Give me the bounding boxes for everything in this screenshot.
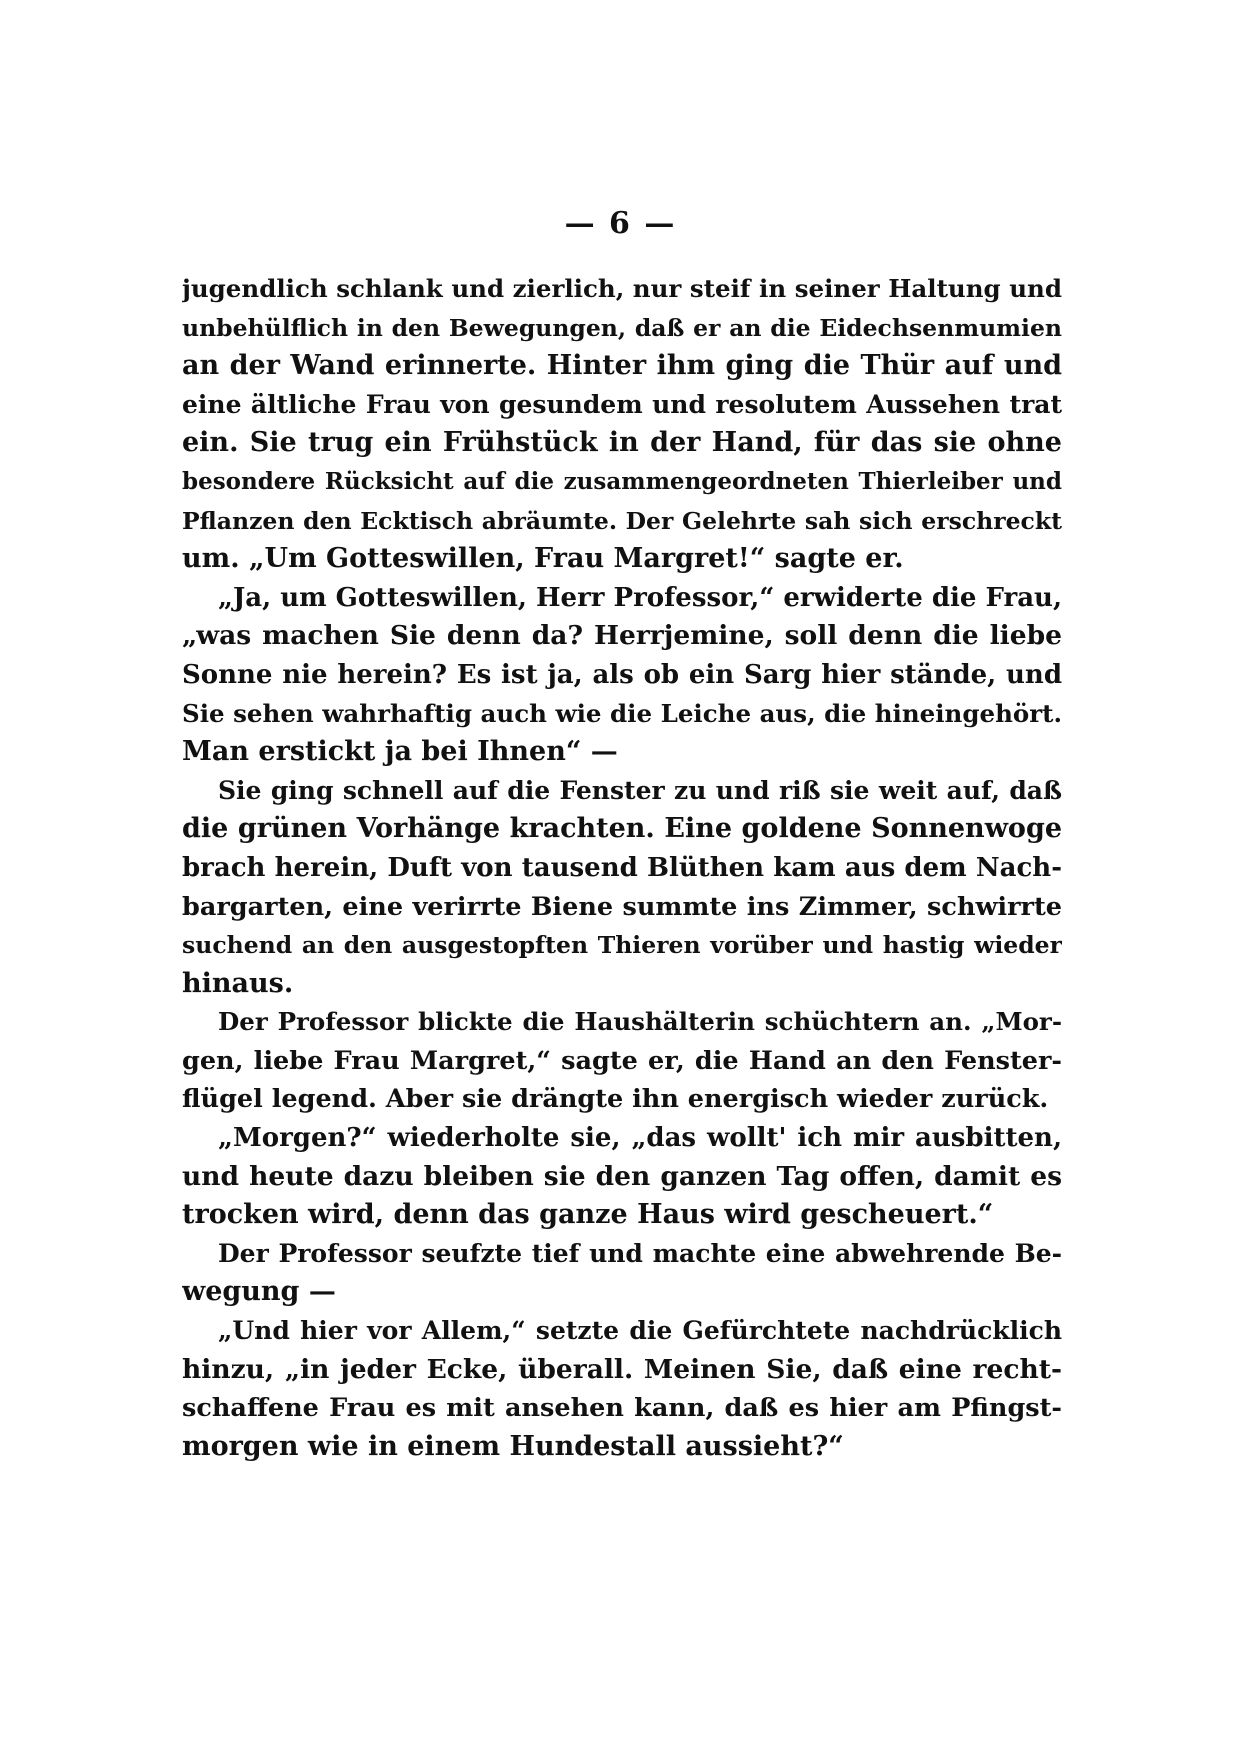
text-line: „Ja, um Gotteswillen, Herr Professor,“ erwiderte die Frau, bbox=[218, 582, 1062, 613]
text-line: wegung — bbox=[182, 1276, 336, 1308]
text-line: Sie sehen wahrhaftig auch wie die Leiche aus, die hineingehört. bbox=[182, 698, 1062, 728]
text-line: an der Wand erinnerte. Hinter ihm ging die Thür auf und bbox=[182, 350, 1062, 382]
text-line: trocken wird, denn das ganze Haus wird gescheuert.“ bbox=[182, 1199, 994, 1231]
text-line: „was machen Sie denn da? Herrjemine, soll denn die liebe bbox=[182, 620, 1062, 652]
text-line: Sie ging schnell auf die Fenster zu und riß sie weit auf, daß bbox=[218, 775, 1062, 805]
text-line: eine ältliche Frau von gesundem und resolutem Aussehen trat bbox=[182, 389, 1062, 419]
text-line: hinaus. bbox=[182, 967, 294, 999]
text-line: ein. Sie trug ein Frühstück in der Hand, für das sie ohne bbox=[182, 427, 1062, 459]
text-line: brach herein, Duft von tausend Blüthen kam aus dem Nach- bbox=[182, 852, 1062, 883]
text-line: hinzu, „in jeder Ecke, überall. Meinen Sie, daß eine recht- bbox=[182, 1353, 1062, 1385]
text-line: und heute dazu bleiben sie den ganzen Tag offen, damit es bbox=[182, 1160, 1062, 1192]
body-text bbox=[182, 270, 1062, 1466]
page-number: — 6 — bbox=[564, 206, 677, 241]
text-line: um. „Um Gotteswillen, Frau Margret!“ sagte er. bbox=[182, 543, 904, 575]
text-line: jugendlich schlank und zierlich, nur steif in seiner Haltung und bbox=[182, 274, 1062, 303]
text-line: „Morgen?“ wiederholte sie, „das wollt' ich mir ausbitten, bbox=[218, 1123, 1062, 1154]
text-line: bargarten, eine verirrte Biene summte ins Zimmer, schwirrte bbox=[182, 891, 1062, 922]
text-line: flügel legend. Aber sie drängte ihn energisch wieder zurück. bbox=[182, 1084, 1049, 1115]
text-line: Pflanzen den Ecktisch abräumte. Der Gelehrte sah sich erschreckt bbox=[182, 506, 1062, 535]
text-line: Sonne nie herein? Es ist ja, als ob ein Sarg hier stände, und bbox=[182, 659, 1062, 690]
text-line: suchend an den ausgestopften Thieren vorüber und hastig wieder bbox=[182, 931, 1062, 960]
text-line: die grünen Vorhänge krachten. Eine goldene Sonnenwoge bbox=[182, 813, 1062, 845]
text-line: Der Professor seufzte tief und machte eine abwehrende Be- bbox=[218, 1238, 1062, 1268]
text-line: Man erstickt ja bei Ihnen“ — bbox=[182, 736, 618, 768]
text-line: unbehülflich in den Bewegungen, daß er an die Eidechsenmumien bbox=[182, 313, 1062, 342]
text-line: Der Professor blickte die Haushälterin schüchtern an. „Mor- bbox=[218, 1007, 1062, 1037]
text-line: gen, liebe Frau Margret,“ sagte er, die Hand an den Fenster- bbox=[182, 1045, 1062, 1076]
text-line: schaffene Frau es mit ansehen kann, daß es hier am Pfingst- bbox=[182, 1393, 1062, 1424]
text-line: morgen wie in einem Hundestall aussieht?“ bbox=[182, 1430, 844, 1462]
text-line: „Und hier vor Allem,“ setzte die Gefürchtete nachdrücklich bbox=[218, 1316, 1062, 1346]
text-line: besondere Rücksicht auf die zusammengeordneten Thierleiber und bbox=[182, 467, 1062, 495]
